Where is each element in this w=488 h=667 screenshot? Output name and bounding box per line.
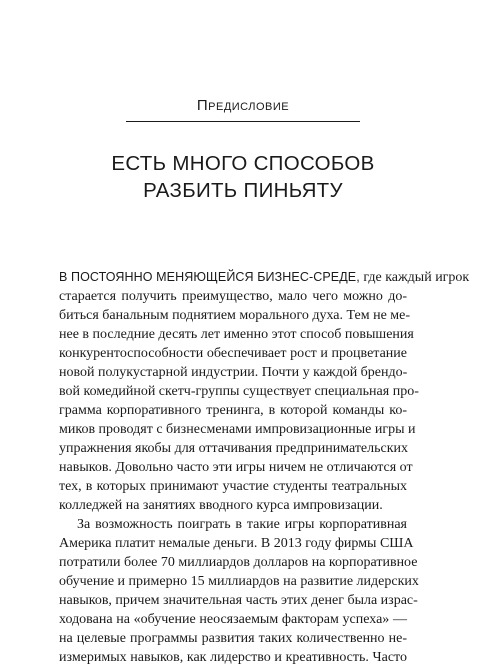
paragraph-2-line: на целевые программы развития таких количественно не- — [59, 631, 407, 646]
paragraph-1-line: упражнения якобы для оттачивания предпринимательских — [59, 441, 409, 456]
paragraph-2-line: За возможность поиграть в такие игры корпоративная — [77, 517, 407, 532]
paragraph-1-line: грамма корпоративного тренинга, в которой команды ко- — [59, 403, 407, 418]
paragraph-1-line: нее в последние десять лет именно этот способ повышения — [59, 327, 414, 342]
paragraph-2-line: Америка платит немалые деньги. В 2013 году фирмы США — [59, 536, 414, 551]
paragraph-1-line: вой комедийной скетч-группы существует специальная про- — [59, 384, 419, 399]
chapter-title — [60, 150, 426, 204]
paragraph-1-line-1 — [59, 268, 470, 287]
paragraph-lead-in: В ПОСТОЯННО МЕНЯЮЩЕЙСЯ БИЗНЕС-СРЕДЕ, — [59, 270, 360, 284]
paragraph-2-line: потратили более 70 миллиардов долларов на корпоративное — [59, 555, 418, 570]
paragraph-1-line: миков проводят с бизнесменами импровизационные игры и — [59, 422, 416, 437]
paragraph-1-line: навыков. Довольно часто эти игры ничем не отличаются от — [59, 460, 413, 475]
body-text — [59, 268, 470, 667]
paragraph-2-line: навыков, причем значительная часть этих денег была израс- — [59, 593, 418, 608]
paragraph-1-line: конкурентоспособности обеспечивает рост и процветание — [59, 346, 407, 361]
section-label: Предисловие — [196, 97, 290, 114]
paragraph-2-line: измеримых навыков, как лидерство и креативность. Часто — [59, 650, 407, 665]
paragraph-1-line-1-rest: где каждый игрок — [359, 270, 470, 285]
chapter-title-line-1: ЕСТЬ МНОГО СПОСОБОВ — [111, 152, 375, 175]
header-rule — [126, 121, 360, 122]
paragraph-1-line: старается получить преимущество, мало чего можно до- — [59, 289, 407, 304]
paragraph-2-line: обучение и примерно 15 миллиардов на развитие лидерских — [59, 574, 419, 589]
chapter-title-line-2: РАЗБИТЬ ПИНЬЯТУ — [143, 179, 343, 202]
paragraph-2-line: ходована на «обучение неосязаемым факторам успеха» — — [59, 612, 407, 627]
paragraph-1-line: новой полукустарной индустрии. Почти у каждой брендо- — [59, 365, 408, 380]
paragraph-1-line: колледжей на занятиях вводного курса импровизации. — [59, 498, 383, 513]
paragraph-1-line: тех, в которых принимают участие студенты театральных — [59, 479, 407, 494]
paragraph-1-line: биться банальным поднятием морального духа. Тем не ме- — [59, 308, 411, 323]
